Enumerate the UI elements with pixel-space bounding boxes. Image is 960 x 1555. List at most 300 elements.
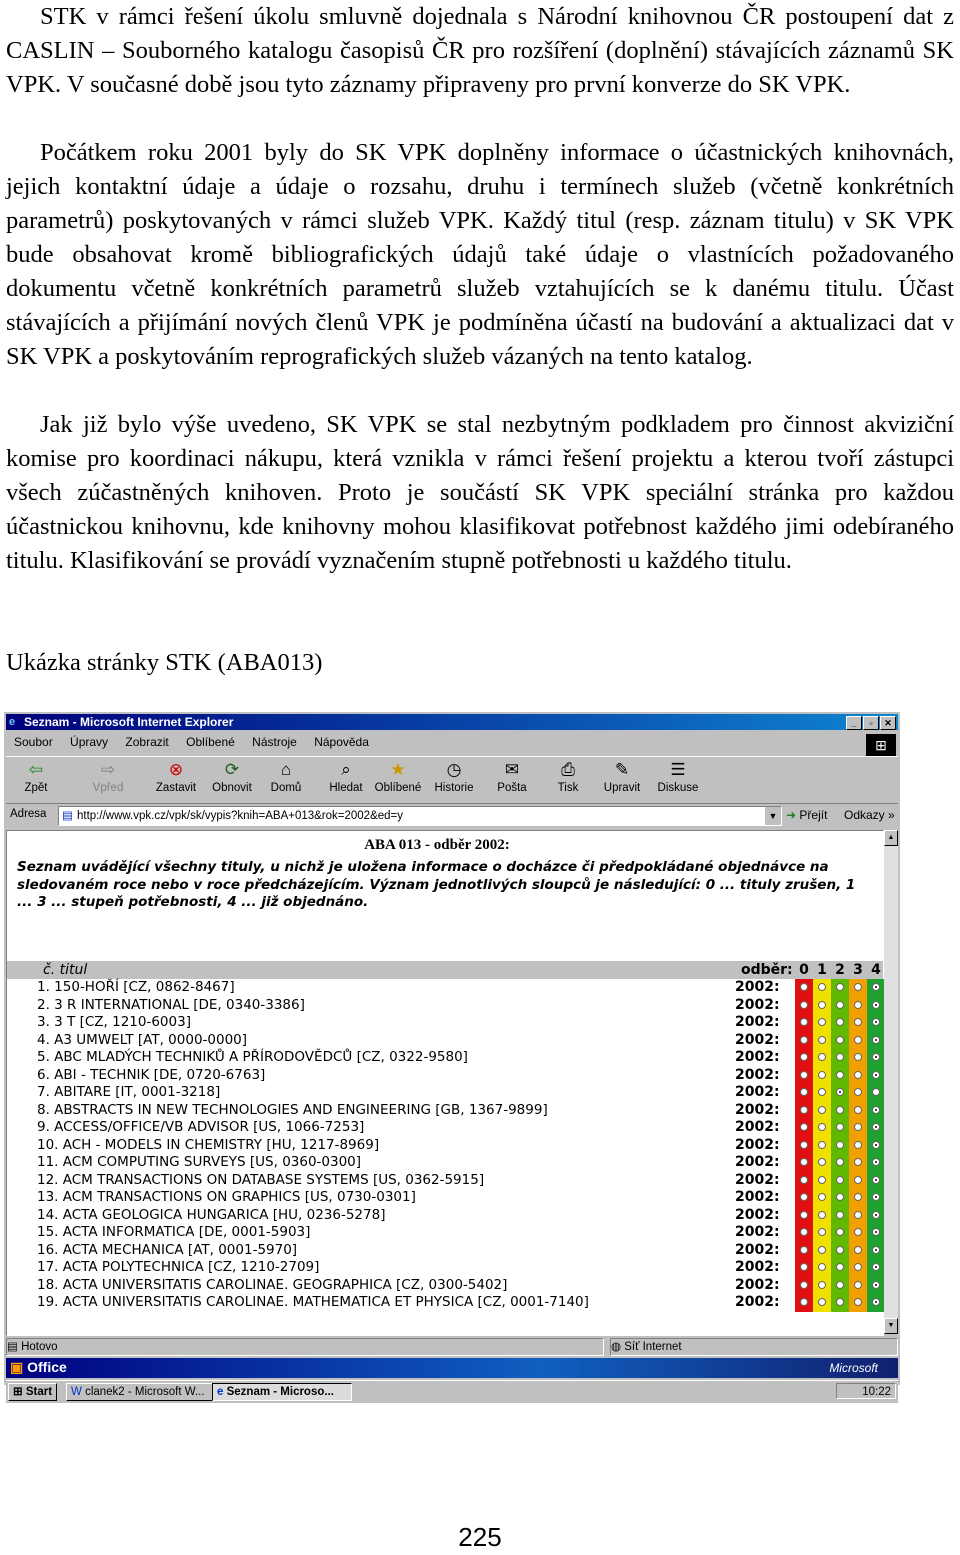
level-1-cell — [813, 1014, 831, 1032]
search-button[interactable]: ⌕ Hledat — [329, 760, 363, 794]
level-1-cell — [813, 1137, 831, 1155]
level-4-cell — [867, 1259, 885, 1277]
paragraph-3 — [6, 408, 954, 578]
level-2-radio[interactable] — [836, 1193, 844, 1201]
level-0-radio[interactable] — [800, 1193, 808, 1201]
title-cell: 15. ACTA INFORMATICA [DE, 0001-5903] — [37, 1224, 311, 1240]
level-2-radio[interactable] — [836, 1298, 844, 1306]
level-3-cell — [849, 1102, 867, 1120]
level-4-radio[interactable] — [872, 1246, 880, 1254]
level-3-radio[interactable] — [854, 1281, 862, 1289]
refresh-icon: ⟳ — [224, 760, 240, 779]
forward-button[interactable]: ⇨ Vpřed — [92, 760, 124, 794]
microsoft-logo: Microsoft — [829, 1361, 878, 1375]
clock: 10:22 — [836, 1383, 896, 1399]
table-row — [7, 1084, 883, 1102]
title-cell: 18. ACTA UNIVERSITATIS CAROLINAE. GEOGRAPHICA [CZ, 0300-5402] — [37, 1276, 508, 1293]
level-4-radio[interactable] — [872, 1141, 880, 1149]
level-1-cell — [813, 1084, 831, 1102]
home-button[interactable]: ⌂ Domů — [270, 760, 302, 794]
level-0-cell — [795, 1242, 813, 1260]
level-2-radio[interactable] — [836, 1211, 844, 1219]
level-0-radio[interactable] — [800, 1263, 808, 1271]
discuss-icon: ☰ — [670, 760, 686, 779]
level-0-radio[interactable] — [800, 1211, 808, 1219]
level-0-radio[interactable] — [800, 983, 808, 991]
level-1-cell — [813, 1119, 831, 1137]
level-1-radio[interactable] — [818, 1053, 826, 1061]
stop-button[interactable]: ⊗ Zastavit — [155, 760, 197, 794]
level-0-radio[interactable] — [800, 1158, 808, 1166]
year-cell: 2002: — [735, 1119, 780, 1135]
level-4-radio[interactable] — [872, 1036, 880, 1044]
year-cell: 2002: — [735, 1189, 780, 1205]
level-0-cell — [795, 1189, 813, 1207]
taskbar — [6, 1380, 898, 1403]
title-cell: 6. ABI - TECHNIK [DE, 0720-6763] — [37, 1066, 266, 1083]
level-3-cell — [849, 1049, 867, 1067]
level-4-radio[interactable] — [872, 1228, 880, 1236]
level-3-cell — [849, 1137, 867, 1155]
level-3-radio[interactable] — [854, 1228, 862, 1236]
address-bar — [6, 804, 898, 828]
level-2-cell — [831, 1294, 849, 1312]
year-cell: 2002: — [735, 1276, 780, 1293]
level-2-cell — [831, 979, 849, 997]
level-3-radio[interactable] — [854, 1193, 862, 1201]
level-3-radio[interactable] — [854, 1053, 862, 1061]
word-icon: W — [71, 1386, 82, 1398]
page-title: ABA 013 - odběr 2002: — [364, 837, 510, 853]
scroll-up-icon[interactable]: ▲ — [884, 830, 898, 846]
level-2-radio[interactable] — [836, 1053, 844, 1061]
level-2-cell — [831, 1119, 849, 1137]
level-2-cell — [831, 1084, 849, 1102]
level-2-cell — [831, 1242, 849, 1260]
level-0-radio[interactable] — [800, 1036, 808, 1044]
level-1-radio[interactable] — [818, 1246, 826, 1254]
window-titlebar — [6, 714, 898, 730]
level-2-radio[interactable] — [836, 1176, 844, 1184]
windows-flag-icon: ⊞ — [13, 1386, 23, 1398]
level-0-cell — [795, 1137, 813, 1155]
level-0-cell — [795, 1154, 813, 1172]
level-2-cell — [831, 1277, 849, 1295]
title-cell: 4. A3 UMWELT [AT, 0000-0000] — [37, 1031, 248, 1048]
level-2-radio[interactable] — [836, 1036, 844, 1044]
level-4-radio[interactable] — [872, 1088, 880, 1096]
level-1-radio[interactable] — [818, 1071, 826, 1079]
title-cell: 9. ACCESS/OFFICE/VB ADVISOR [US, 1066-7253] — [37, 1119, 365, 1135]
menu-nastroje[interactable]: Nástroje — [252, 735, 297, 749]
level-3-radio[interactable] — [854, 1263, 862, 1271]
level-2-radio[interactable] — [836, 1123, 844, 1131]
back-button[interactable]: ⇦ Zpět — [24, 760, 48, 794]
level-0-cell — [795, 1102, 813, 1120]
level-0-cell — [795, 1032, 813, 1050]
year-cell: 2002: — [735, 1154, 780, 1170]
home-icon: ⌂ — [280, 760, 292, 779]
level-3-radio[interactable] — [854, 1001, 862, 1009]
level-1-cell — [813, 1102, 831, 1120]
level-4-radio[interactable] — [872, 1211, 880, 1219]
stop-icon: ⊗ — [168, 760, 184, 779]
paragraph-2 — [6, 136, 954, 374]
table-row — [7, 997, 883, 1015]
level-1-radio[interactable] — [818, 1158, 826, 1166]
mail-button[interactable]: ✉ Pošta — [497, 760, 527, 794]
level-1-radio[interactable] — [818, 1298, 826, 1306]
level-3-radio[interactable] — [854, 1123, 862, 1131]
print-icon: ⎙ — [561, 760, 575, 779]
level-4-radio[interactable] — [872, 1053, 880, 1061]
level-4-radio[interactable] — [872, 1298, 880, 1306]
level-4-radio[interactable] — [872, 983, 880, 991]
chevron-down-icon[interactable]: ▼ — [765, 807, 781, 825]
level-4-radio[interactable] — [872, 1281, 880, 1289]
level-1-cell — [813, 997, 831, 1015]
vertical-scrollbar[interactable] — [884, 830, 898, 1334]
taskbar-item-word[interactable]: W clanek2 - Microsoft W... — [66, 1383, 216, 1401]
level-4-radio[interactable] — [872, 1263, 880, 1271]
office-label[interactable]: ▣ Office — [10, 1359, 67, 1375]
mail-icon: ✉ — [504, 760, 520, 779]
office-logo-icon: ▣ — [10, 1359, 24, 1375]
level-1-radio[interactable] — [818, 1106, 826, 1114]
level-4-cell — [867, 1014, 885, 1032]
internet-icon: ◍ — [611, 1341, 625, 1353]
level-4-cell — [867, 1172, 885, 1190]
back-arrow-icon: ⇦ — [28, 760, 44, 779]
table-row — [7, 1189, 883, 1207]
table-row — [7, 1224, 883, 1242]
menu-zobrazit[interactable]: Zobrazit — [125, 735, 169, 749]
level-0-cell — [795, 1172, 813, 1190]
taskbar-item-ie[interactable]: e Seznam - Microso... — [212, 1383, 352, 1401]
table-row — [7, 1032, 883, 1050]
office-bar — [6, 1358, 898, 1378]
table-row — [7, 1172, 883, 1190]
level-0-cell — [795, 997, 813, 1015]
paragraph-1 — [6, 0, 954, 102]
level-3-cell — [849, 1224, 867, 1242]
paragraph-1-text: STK v rámci řešení úkolu smluvně dojednala s Národní knihovnou ČR postoupení dat z CASLIN – Souborného katalogu časopisů ČR pro rozšíření (doplnění) stávajících záznamů SK VPK. V současné době jsou tyto záznamy připraveny pro první konverze do SK VPK. — [6, 3, 954, 98]
level-3-radio[interactable] — [854, 1211, 862, 1219]
level-1-cell — [813, 1189, 831, 1207]
level-0-radio[interactable] — [800, 1106, 808, 1114]
level-0-radio[interactable] — [800, 1246, 808, 1254]
level-4-cell — [867, 1067, 885, 1085]
history-button[interactable]: ◷ Historie — [434, 760, 474, 794]
go-arrow-icon: ➜ — [786, 808, 797, 822]
level-0-radio[interactable] — [800, 1071, 808, 1079]
title-cell: 19. ACTA UNIVERSITATIS CAROLINAE. MATHEMATICA ET PHYSICA [CZ, 0001-7140] — [37, 1294, 589, 1310]
level-1-cell — [813, 1067, 831, 1085]
level-0-cell — [795, 979, 813, 997]
level-1-radio[interactable] — [818, 1123, 826, 1131]
table-row — [7, 1207, 883, 1225]
level-0-radio[interactable] — [800, 1176, 808, 1184]
level-2-radio[interactable] — [836, 1228, 844, 1236]
level-0-radio[interactable] — [800, 1001, 808, 1009]
level-3-radio[interactable] — [854, 983, 862, 991]
title-cell: 10. ACH - MODELS IN CHEMISTRY [HU, 1217-8969] — [37, 1136, 380, 1153]
windows-logo-icon: ⊞ — [866, 734, 896, 756]
table-row — [7, 1294, 883, 1312]
year-cell: 2002: — [735, 1241, 780, 1258]
level-0-cell — [795, 1084, 813, 1102]
level-4-cell — [867, 1189, 885, 1207]
level-3-header: 3 — [853, 962, 863, 978]
table-row — [7, 1242, 883, 1260]
year-cell: 2002: — [735, 1224, 780, 1240]
level-1-radio[interactable] — [818, 1141, 826, 1149]
level-3-cell — [849, 1119, 867, 1137]
level-0-radio[interactable] — [800, 1228, 808, 1236]
discuss-button[interactable]: ☰ Diskuse — [657, 760, 699, 794]
close-icon[interactable]: ✕ — [880, 716, 896, 730]
level-2-radio[interactable] — [836, 1158, 844, 1166]
level-2-radio[interactable] — [836, 1001, 844, 1009]
level-1-radio[interactable] — [818, 1193, 826, 1201]
level-0-radio[interactable] — [800, 1141, 808, 1149]
level-1-radio[interactable] — [818, 1001, 826, 1009]
menu-napoveda[interactable]: Nápověda — [314, 735, 369, 749]
title-cell: 14. ACTA GEOLOGICA HUNGARICA [HU, 0236-5278] — [37, 1206, 386, 1223]
level-4-radio[interactable] — [872, 1158, 880, 1166]
level-1-radio[interactable] — [818, 1228, 826, 1236]
level-3-radio[interactable] — [854, 1036, 862, 1044]
level-3-cell — [849, 1189, 867, 1207]
level-2-cell — [831, 1154, 849, 1172]
level-4-radio[interactable] — [872, 1001, 880, 1009]
page-number: 225 — [458, 1522, 502, 1552]
level-1-radio[interactable] — [818, 1263, 826, 1271]
level-2-cell — [831, 1189, 849, 1207]
level-4-cell — [867, 1224, 885, 1242]
level-4-cell — [867, 1277, 885, 1295]
menu-soubor[interactable]: Soubor — [14, 735, 53, 749]
level-2-radio[interactable] — [836, 1088, 844, 1096]
status-bar — [6, 1336, 898, 1356]
level-4-cell — [867, 1102, 885, 1120]
col-title-header: č. titul — [43, 962, 88, 978]
history-icon: ◷ — [446, 760, 462, 779]
refresh-button[interactable]: ⟳ Obnovit — [212, 760, 252, 794]
level-1-radio[interactable] — [818, 1176, 826, 1184]
level-0-radio[interactable] — [800, 1053, 808, 1061]
level-0-radio[interactable] — [800, 1018, 808, 1026]
level-2-header: 2 — [835, 962, 845, 978]
level-3-radio[interactable] — [854, 1018, 862, 1026]
paragraph-3-text: Jak již bylo výše uvedeno, SK VPK se stal nezbytným podkladem pro činnost akviziční komise pro koordinaci nákupu, která vznikla v rámci řešení projektu a kterou tvoří zástupci všech zúčastněných knihoven. Proto je součástí SK VPK speciální stránka pro každou účastnickou knihovnu, kde knihovny mohou klasifikovat potřebnost každého jimi odebíraného titulu. Klasifikování se provádí vyznačením stupně potřebnosti u každého titulu. — [6, 411, 954, 574]
level-2-radio[interactable] — [836, 983, 844, 991]
table-header — [7, 961, 883, 979]
level-1-cell — [813, 1032, 831, 1050]
level-3-cell — [849, 1067, 867, 1085]
level-0-radio[interactable] — [800, 1123, 808, 1131]
table-row — [7, 1277, 883, 1295]
year-cell: 2002: — [735, 1101, 780, 1118]
title-cell: 13. ACM TRANSACTIONS ON GRAPHICS [US, 0730-0301] — [37, 1189, 416, 1205]
level-2-radio[interactable] — [836, 1246, 844, 1254]
year-cell: 2002: — [735, 1066, 780, 1083]
level-3-cell — [849, 979, 867, 997]
edit-button[interactable]: ✎ Upravit — [603, 760, 641, 794]
year-cell: 2002: — [735, 979, 780, 995]
menu-oblibene[interactable]: Oblíbené — [186, 735, 235, 749]
edit-icon: ✎ — [614, 760, 630, 779]
title-cell: 3. 3 T [CZ, 1210-6003] — [37, 1014, 191, 1030]
level-3-cell — [849, 1259, 867, 1277]
level-3-radio[interactable] — [854, 1071, 862, 1079]
level-3-cell — [849, 1242, 867, 1260]
level-2-radio[interactable] — [836, 1141, 844, 1149]
title-cell: 17. ACTA POLYTECHNICA [CZ, 1210-2709] — [37, 1259, 320, 1275]
figure-caption: Ukázka stránky STK (ABA013) — [6, 649, 323, 676]
level-3-radio[interactable] — [854, 1088, 862, 1096]
level-3-cell — [849, 1032, 867, 1050]
toolbar — [6, 756, 898, 804]
year-cell: 2002: — [735, 1136, 780, 1153]
go-button[interactable]: ➜ Přejít — [786, 808, 828, 822]
level-2-radio[interactable] — [836, 1071, 844, 1079]
level-4-radio[interactable] — [872, 1123, 880, 1131]
level-4-radio[interactable] — [872, 1106, 880, 1114]
title-cell: 11. ACM COMPUTING SURVEYS [US, 0360-0300] — [37, 1154, 362, 1170]
level-0-radio[interactable] — [800, 1088, 808, 1096]
title-cell: 16. ACTA MECHANICA [AT, 0001-5970] — [37, 1241, 298, 1258]
level-2-cell — [831, 1049, 849, 1067]
level-1-cell — [813, 1259, 831, 1277]
window-controls — [845, 716, 896, 732]
window-title: Seznam - Microsoft Internet Explorer — [24, 715, 234, 729]
level-2-cell — [831, 1032, 849, 1050]
level-4-cell — [867, 1049, 885, 1067]
level-4-radio[interactable] — [872, 1176, 880, 1184]
level-2-cell — [831, 1102, 849, 1120]
web-page — [6, 830, 884, 1336]
ie-icon: e — [9, 716, 16, 728]
status-left: ▤ Hotovo — [6, 1338, 604, 1356]
table-row — [7, 1119, 883, 1137]
level-0-cell — [795, 1207, 813, 1225]
table-row — [7, 1014, 883, 1032]
title-cell: 8. ABSTRACTS IN NEW TECHNOLOGIES AND ENGINEERING [GB, 1367-9899] — [37, 1101, 548, 1118]
level-2-cell — [831, 1014, 849, 1032]
level-0-cell — [795, 1277, 813, 1295]
forward-arrow-icon: ⇨ — [100, 760, 116, 779]
level-2-radio[interactable] — [836, 1106, 844, 1114]
menu-bar — [6, 732, 898, 752]
maximize-icon[interactable]: ▫ — [863, 716, 879, 730]
print-button[interactable]: ⎙ Tisk — [557, 760, 579, 794]
level-0-radio[interactable] — [800, 1298, 808, 1306]
address-input[interactable]: ▤ http://www.vpk.cz/vpk/sk/vypis?knih=ABA+013&rok=2002&ed=y ▼ — [58, 806, 782, 826]
level-4-cell — [867, 1294, 885, 1312]
level-2-cell — [831, 1207, 849, 1225]
level-3-radio[interactable] — [854, 1246, 862, 1254]
title-cell: 12. ACM TRANSACTIONS ON DATABASE SYSTEMS [US, 0362-5915] — [37, 1171, 485, 1188]
start-button[interactable]: ⊞ Start — [8, 1383, 57, 1401]
title-cell: 2. 3 R INTERNATIONAL [DE, 0340-3386] — [37, 996, 305, 1013]
status-page-icon: ▤ — [7, 1341, 22, 1353]
level-3-radio[interactable] — [854, 1158, 862, 1166]
menu-upravy[interactable]: Úpravy — [70, 735, 109, 749]
level-0-cell — [795, 1294, 813, 1312]
level-4-radio[interactable] — [872, 1071, 880, 1079]
level-1-radio[interactable] — [818, 1211, 826, 1219]
scroll-down-icon[interactable]: ▼ — [884, 1318, 898, 1334]
level-4-cell — [867, 979, 885, 997]
level-1-cell — [813, 1224, 831, 1242]
minimize-icon[interactable]: _ — [846, 716, 862, 730]
level-3-cell — [849, 1084, 867, 1102]
level-1-radio[interactable] — [818, 1088, 826, 1096]
level-1-cell — [813, 1049, 831, 1067]
status-right: ◍ Síť Internet — [610, 1338, 898, 1356]
table-row — [7, 979, 883, 997]
links-button[interactable]: Odkazy » — [844, 808, 895, 822]
level-4-cell — [867, 1207, 885, 1225]
level-4-cell — [867, 1154, 885, 1172]
title-cell: 5. ABC MLADÝCH TECHNIKŮ A PŘÍRODOVĚDCŮ [CZ, 0322-9580] — [37, 1049, 468, 1065]
favorites-button[interactable]: ★ Oblíbené — [374, 760, 422, 794]
level-4-radio[interactable] — [872, 1018, 880, 1026]
table-row — [7, 1049, 883, 1067]
year-cell: 2002: — [735, 1049, 780, 1065]
favorites-icon: ★ — [390, 760, 406, 779]
year-cell: 2002: — [735, 1206, 780, 1223]
level-4-cell — [867, 1032, 885, 1050]
level-0-cell — [795, 1049, 813, 1067]
level-3-cell — [849, 1154, 867, 1172]
level-2-radio[interactable] — [836, 1018, 844, 1026]
level-3-cell — [849, 1014, 867, 1032]
level-3-cell — [849, 1207, 867, 1225]
table-row — [7, 1102, 883, 1120]
table-row — [7, 1259, 883, 1277]
level-2-cell — [831, 1259, 849, 1277]
level-2-cell — [831, 1224, 849, 1242]
level-0-radio[interactable] — [800, 1281, 808, 1289]
level-2-cell — [831, 1137, 849, 1155]
title-list — [7, 979, 883, 1312]
level-0-cell — [795, 1259, 813, 1277]
level-1-cell — [813, 1207, 831, 1225]
level-2-radio[interactable] — [836, 1281, 844, 1289]
level-2-radio[interactable] — [836, 1263, 844, 1271]
level-1-radio[interactable] — [818, 983, 826, 991]
level-3-radio[interactable] — [854, 1298, 862, 1306]
year-cell: 2002: — [735, 1259, 780, 1275]
level-4-header: 4 — [871, 962, 881, 978]
level-1-cell — [813, 1154, 831, 1172]
level-1-cell — [813, 979, 831, 997]
level-1-radio[interactable] — [818, 1036, 826, 1044]
table-row — [7, 1137, 883, 1155]
level-1-radio[interactable] — [818, 1018, 826, 1026]
level-3-radio[interactable] — [854, 1141, 862, 1149]
level-4-cell — [867, 1137, 885, 1155]
table-row — [7, 1154, 883, 1172]
level-3-radio[interactable] — [854, 1176, 862, 1184]
level-3-cell — [849, 1294, 867, 1312]
level-4-radio[interactable] — [872, 1193, 880, 1201]
level-1-radio[interactable] — [818, 1281, 826, 1289]
level-3-radio[interactable] — [854, 1106, 862, 1114]
level-0-header: 0 — [799, 962, 809, 978]
